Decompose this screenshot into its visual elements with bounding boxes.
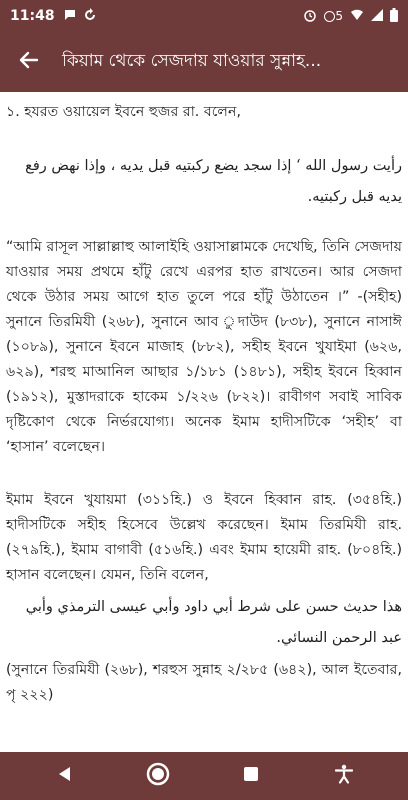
- article-content[interactable]: [0, 92, 408, 752]
- nav-back-button[interactable]: [41, 752, 89, 800]
- arabic-quote: رأيت رسول الله ‘ إذا سجد يضع ركبتيه قبل يديه ، وإذا نهض رفع يديه قبل ركبتيه.: [25, 158, 402, 205]
- home-circle-icon: [145, 761, 171, 791]
- article-heading: ১. হযরত ওয়ায়েল ইবনে হুজর রা. বলেন,: [6, 104, 241, 120]
- arabic-quote-2: هذا حديث حسن على شرط أبي داود وأبي عيسى الترمذي وأبي عبد الرحمن النسائي.: [25, 599, 402, 646]
- signal-icon: [371, 9, 383, 24]
- nav-accessibility-button[interactable]: [320, 752, 368, 800]
- article-paragraph-1: “আমি রাসূল সাল্লাল্লাহু আলাইহি ওয়াসাল্লামকে দেখেছি, তিনি সেজদায় যাওয়ার সময় প্রথমে হাঁটু রেখে এরপর হাত রাখতেন। আর সেজদা থেকে উঠার সময় আগে হাত তুলে পরে হাঁটু উঠাতেন ।” -(সহীহ) সুনানে তিরমিযী (২৬৮), সুনানে আব ুদাউদ (৮৩৮), সুনানে নাসাঈ (১০৮৯), সুনানে ইবনে মাজাহ (৮৮২), সহীহ ইবনে খুযাইমা (৬২৬, ৬২৯), শরহু মাআনিল আছার ১/১৮১ (১৪৮১), সহীহ ইবনে হিব্বান (১৯১২), মুস্তাদরাকে হাকেম ১/২২৬ (৮২২)। রাবীগণ সবাই সাবিক দৃষ্টিকোণ থেকে নির্ভরযোগ্য। অনেক ইমাম হাদীসটিকে ‘সহীহ’ বা ‘হাসান’ বলেছেন।: [6, 239, 402, 455]
- nav-recents-button[interactable]: [227, 752, 275, 800]
- alarm-icon: [303, 8, 317, 25]
- accessibility-icon: [335, 764, 353, 788]
- network-label: [324, 9, 343, 23]
- arrow-left-icon: [17, 49, 39, 75]
- status-time: 11:48: [10, 8, 55, 24]
- nav-home-button[interactable]: [134, 752, 182, 800]
- status-bar: [0, 0, 408, 32]
- recents-square-icon: [243, 766, 259, 786]
- wifi-icon: [350, 9, 364, 24]
- sync-icon: [83, 8, 97, 25]
- battery-icon: [390, 8, 398, 25]
- reference-text: (সুনানে তিরমিযী (২৬৮), শরহুস সুন্নাহ ২/২৮৫ (৬৪২), আল ইতেবার, পৃ ২২২): [6, 662, 402, 703]
- network-number: 5: [335, 9, 343, 23]
- system-nav-bar: [0, 752, 408, 800]
- status-right: [303, 8, 398, 25]
- page-title: কিয়াম থেকে সেজদায় যাওয়ার সুন্নাহ...: [62, 51, 322, 71]
- back-button[interactable]: [0, 32, 56, 92]
- message-icon: [63, 8, 77, 25]
- article-paragraph-2: ইমাম ইবনে খুযায়মা (৩১১হি.) ও ইবনে হিব্বান রাহ. (৩৫৪হি.) হাদীসটিকে সহীহ হিসেবে উল্লেখ করেছেন। ইমাম তিরমিযী রাহ. (২৭৯হি.), ইমাম বাগাবী (৫১৬হি.) এবং ইমাম হায়েমী রাহ. (৮০৪হি.) হাসান বলেছেন। যেমন, তিনি বলেন,: [6, 492, 402, 583]
- app-bar: [0, 32, 408, 92]
- back-triangle-icon: [56, 765, 74, 787]
